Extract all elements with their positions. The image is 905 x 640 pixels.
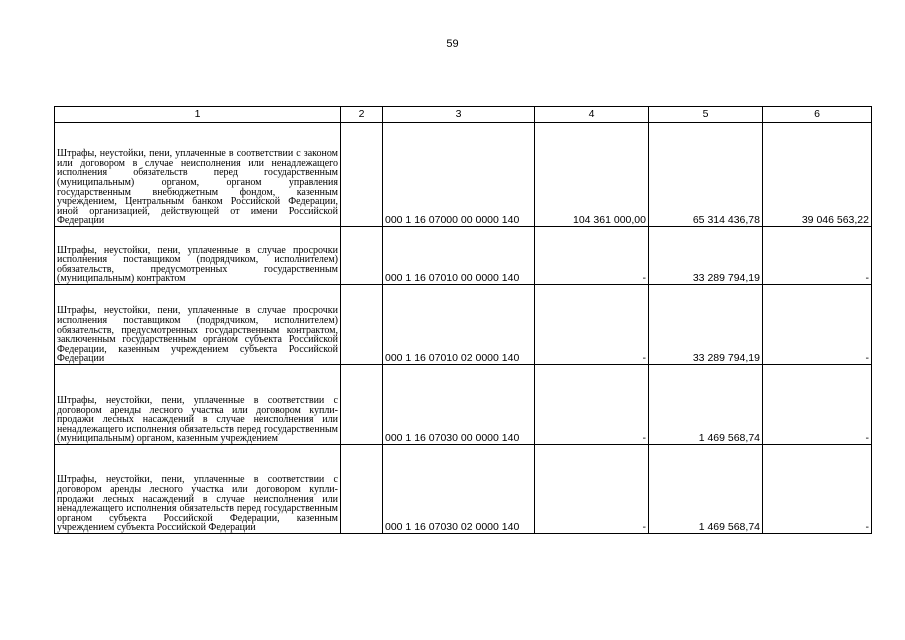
- row-col5-value: 1 469 568,74: [649, 365, 763, 445]
- row-col4-value: -: [535, 227, 649, 285]
- row-col5-value: 33 289 794,19: [649, 227, 763, 285]
- row-col6-value: -: [763, 365, 872, 445]
- row-budget-code: 000 1 16 07030 02 0000 140: [383, 445, 535, 534]
- table-row: [55, 227, 872, 285]
- row-col4-value: -: [535, 445, 649, 534]
- table-row: [55, 365, 872, 445]
- row-col6-value: -: [763, 445, 872, 534]
- row-description: Штрафы, неустойки, пени, уплаченные в соответствии с договором аренды лесного участка или договором купли-продажи лесных насаждений в случае неисполнения или ненадлежащего исполнения обязательств перед государственным (муниципальным) органом, казенным учреждением: [55, 365, 341, 445]
- table-row: [55, 445, 872, 534]
- column-header-3: 3: [383, 107, 535, 123]
- table-row: [55, 123, 872, 227]
- row-col6-value: -: [763, 227, 872, 285]
- row-description: Штрафы, неустойки, пени, уплаченные в соответствии с договором аренды лесного участка или договором купли-продажи лесных насаждений в случае неисполнения или ненадлежащего исполнения обязательств перед государственным органом субъекта Российской Федерации, казенным учреждением субъекта Российской Федерации: [55, 445, 341, 534]
- row-budget-code: 000 1 16 07010 02 0000 140: [383, 285, 535, 365]
- row-budget-code: 000 1 16 07010 00 0000 140: [383, 227, 535, 285]
- table-row: [55, 285, 872, 365]
- row-description: Штрафы, неустойки, пени, уплаченные в случае просрочки исполнения поставщиком (подрядчиком, исполнителем) обязательств, предусмотренных государственным (муниципальным) контрактом: [55, 227, 341, 285]
- row-col5-value: 1 469 568,74: [649, 445, 763, 534]
- row-budget-code: 000 1 16 07030 00 0000 140: [383, 365, 535, 445]
- row-col2: [341, 445, 383, 534]
- column-header-6: 6: [763, 107, 872, 123]
- column-header-1: 1: [55, 107, 341, 123]
- row-col5-value: 65 314 436,78: [649, 123, 763, 227]
- row-description: Штрафы, неустойки, пени, уплаченные в случае просрочки исполнения поставщиком (подрядчиком, исполнителем) обязательств, предусмотренных государственным контрактом, заключенным государственным органом субъекта Российской Федерации, казенным учреждением субъекта Российской Федерации: [55, 285, 341, 365]
- row-col2: [341, 365, 383, 445]
- row-col4-value: -: [535, 365, 649, 445]
- row-budget-code: 000 1 16 07000 00 0000 140: [383, 123, 535, 227]
- column-header-4: 4: [535, 107, 649, 123]
- row-col5-value: 33 289 794,19: [649, 285, 763, 365]
- row-col6-value: -: [763, 285, 872, 365]
- row-col2: [341, 285, 383, 365]
- budget-table: [54, 106, 872, 534]
- table-header-row: [55, 107, 872, 123]
- row-description: Штрафы, неустойки, пени, уплаченные в соответствии с законом или договором в случае неисполнения или ненадлежащего исполнения обязательств перед государственным (муниципальным) органом, органом управления государственным внебюджетным фондом, казенным учреждением, Центральным банком Российской Федерации, иной организацией, действующей от имени Российской Федерации: [55, 123, 341, 227]
- column-header-2: 2: [341, 107, 383, 123]
- page-number: 59: [446, 38, 459, 50]
- column-header-5: 5: [649, 107, 763, 123]
- row-col2: [341, 227, 383, 285]
- row-col6-value: 39 046 563,22: [763, 123, 872, 227]
- row-col2: [341, 123, 383, 227]
- row-col4-value: -: [535, 285, 649, 365]
- row-col4-value: 104 361 000,00: [535, 123, 649, 227]
